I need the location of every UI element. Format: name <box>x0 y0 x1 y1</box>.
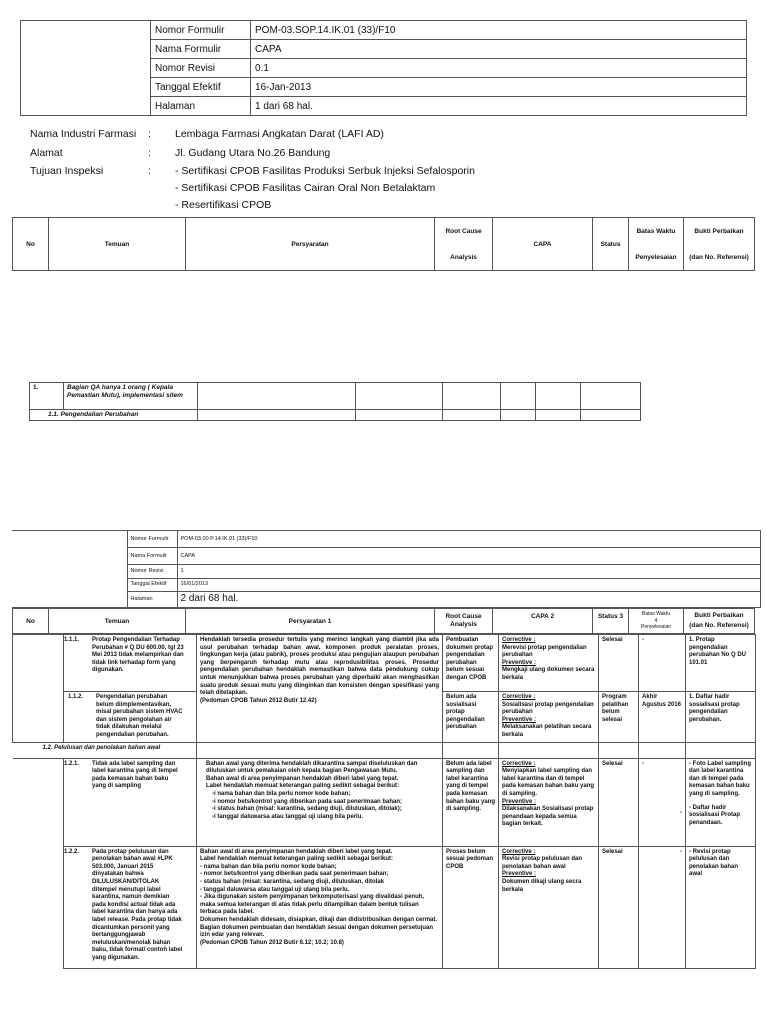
header-label: Nama Formulir <box>151 40 251 59</box>
status: Program pelatihan belum selesai <box>599 692 639 743</box>
col-temuan: Temuan <box>49 609 186 634</box>
header-value: 0.1 <box>251 59 747 78</box>
header-label: Nama Formulir <box>127 548 177 565</box>
table-row <box>13 758 756 846</box>
col-status: Status <box>593 218 629 271</box>
finding-text: Pengendalian perubahan belum diimplementasikan, misal perubahan sistem HVAC dan sistem pengolahan air tidak dilakukan melalui pengendalian perubahan. <box>96 694 183 738</box>
col-batas-waktu: Batas Waktu Penyelesaian <box>629 218 684 271</box>
section-heading: 1.2. Pelulusan dan penolakan bahan awal <box>13 742 197 758</box>
col-persyaratan: Persyaratan <box>186 218 435 271</box>
capa-cell: Corrective : Menyiapkan label sampling dan label karantina dan di tempel pada kemasan bahan baku yang di sampling. Preventive : Dilaksanakan Sosialisasi protap penandaan kepada semua bagian terkait. <box>499 758 599 846</box>
deadline: - - <box>639 758 686 846</box>
section-heading: 1.1. Pengendalian Perubahan <box>30 410 198 421</box>
col-bukti: Bukti Perbaikan (dan No. Referensi) <box>684 218 755 271</box>
evidence: 1. Daftar hadir sosialisasi protap pengendalian perubahan. <box>686 692 756 743</box>
status: Selesai <box>599 635 639 692</box>
col-no: No <box>13 218 49 271</box>
requirement-cell: Bahan awal yang diterima hendaklah dikarantina sampai diseluluskan dan diluluskan untuk pemakaian oleh kepala bagian Pengawasan Mutu. Bahan awal di area penyimpanan hendaklah diberi label yang tepat. Label hendaklah memuat keterangan paling sedikit sebagai berikut: -i nama bahan dan bila perlu nomor kode bahan; -i nomor bets/kontrol yang diberikan pada saat penerimaan bahan; -i status bahan (misal: karantina, sedang diuji, diluluskan, ditolak); -i tanggal daluwarsa atau tanggal uji ulang bila perlu. <box>197 758 443 846</box>
table-row <box>13 846 756 968</box>
form-header-table-page-2 <box>12 530 761 608</box>
status: Selesai <box>599 846 639 968</box>
finding-text: Bagian QA hanya 1 orang ( Kepala Pemastian Mutu), implementasi sitem <box>64 383 198 410</box>
capa-table-header-page-2 <box>12 608 755 634</box>
capa-cell: Corrective : Revisi protap pelulusan dan penolakan bahan awal Preventive : Dokumen dikaji ulang secra berkala <box>499 846 599 968</box>
industri-value: Lembaga Farmasi Angkatan Darat (LAFI AD) <box>175 128 384 140</box>
col-batas-waktu: Batas Waktu 4 Penyelesaian <box>629 609 684 634</box>
root-cause: Belum ada label sampling dan label karantina yang di tempel pada kemasan bahan baku yang di sampling. <box>443 758 499 846</box>
finding-text: Tidak ada label sampling dan label karantina yang di tempel pada kemasan bahan baku yang di sampling <box>92 760 178 790</box>
capa-table-header <box>12 217 755 271</box>
header-value: POM-03.SOP.14.IK.01 (33)/F10 <box>251 21 747 40</box>
deadline: - <box>639 635 686 692</box>
col-capa: CAPA <box>493 218 593 271</box>
form-header-table <box>20 20 747 116</box>
header-value: POM-03.00 P.14.IK.01 (33)/F10 <box>177 531 760 548</box>
capa-table-body <box>12 634 756 969</box>
colon: : <box>148 128 151 140</box>
colon: : <box>148 165 151 177</box>
header-label: Nomor Formulir <box>151 21 251 40</box>
finding-row-1 <box>29 382 641 421</box>
capa-cell: Corrective : Sosialisasi protap pengendalian perubahan Preventive : Melaksanakan pelatihan secara berkala <box>499 692 599 743</box>
header-label: Nomor Formulir <box>127 531 177 548</box>
header-value: 1 <box>177 565 760 578</box>
root-cause: Proses belum sesuai pedoman CPOB <box>443 846 499 968</box>
capa-cell: Corrective : Merevisi protap pengendalian perubahan Preventive : Mengkaji ulang dokumen secara berkala <box>499 635 599 692</box>
logo-cell <box>21 21 151 116</box>
header-value: 16-Jan-2013 <box>251 78 747 97</box>
tujuan-label: Tujuan Inspeksi <box>30 165 104 177</box>
header-value: 1 dari 68 hal. <box>251 97 747 116</box>
header-label: Nomor Revisi <box>151 59 251 78</box>
header-value: 2 dari 68 hal. <box>177 591 760 607</box>
col-temuan: Temuan <box>49 218 186 271</box>
col-rca: Root Cause Analysis <box>435 609 493 634</box>
col-capa: CAPA 2 <box>493 609 593 634</box>
col-persyaratan: Persyaratan 1 <box>186 609 435 634</box>
requirement-cell: Hendaklah tersedia prosedur tertulis yang merinci langkah yang diambil jika ada usul perubahan terhadap bahan awal, komponen produk peralatan proses, lingkungan kerja (atau pabrik), proses produksi atau pengujian ataupun perubahan yang berpengaruh terhadap mutu atau reprodusibilitas proses. Prosedur pengendalian perubahan hendaklah memastikan bahwa data pendukung cukup untuk menunjukkan bahwa proses perubahan yang diperbaiki akan menghasilkan suatu produk sesuai mutu yang diinginkan dan konsisten dengan spesifikasi yang telah ditetapkan. (Pedoman CPOB Tahun 2012 Butir 12.42) <box>197 635 443 743</box>
deadline: Akhir Agustus 2016 <box>639 692 686 743</box>
header-label: Nomor Revisi <box>127 565 177 578</box>
header-value: 16/01/2013 <box>177 578 760 591</box>
alamat-label: Alamat <box>30 147 63 159</box>
root-cause: Belum ada sosialisasi protap pengendalian perubahan <box>443 692 499 743</box>
evidence: - Foto Label sampling dan label karantina dan di tempel pada kemasan bahan baku yang di sampling. - Daftar hadir sosialisasi Protap penandaan. <box>686 758 756 846</box>
deadline: - <box>639 846 686 968</box>
finding-number: 1.2.1. <box>64 760 80 767</box>
finding-number: 1.2.2. <box>64 848 80 855</box>
header-value: CAPA <box>251 40 747 59</box>
tujuan-item: - Sertifikasi CPOB Fasilitas Produksi Serbuk Injeksi Sefalosporin <box>175 165 475 177</box>
evidence: 1. Protap pengendalian perubahan No Q DU 101.01 <box>686 635 756 692</box>
finding-text: Protap Pengendalian Terhadap Perubahan # Q DU 600.00, tgl 23 Mei 2013 tidak melampirkan dan tidak link terhadap form yang digunakan. <box>92 637 184 674</box>
colon: : <box>148 147 151 159</box>
evidence: - Revisi protap pelulusan dan penolakan bahan awal <box>686 846 756 968</box>
header-label: Tanggal Efektif <box>151 78 251 97</box>
inspection-info <box>30 128 630 218</box>
col-no: No <box>13 609 49 634</box>
header-label: Halaman <box>151 97 251 116</box>
col-bukti: Bukti Perbaikan (dan No. Referensi) <box>684 609 755 634</box>
industri-label: Nama Industri Farmasi <box>30 128 137 140</box>
finding-text: Pada protap pelulusan dan penolakan bahan awal #LPK 503.000, Januari 2015 dinyatakan bahwa DILULUSKAN/DITOLAK ditempel menutupi label karantina, namun demikian pada kondisi actual tidak ada label karantina dan hanya ada label release. Pada protap tidak dicantumkan personil yang bertanggungjawab meluluskan/menolak bahan baku, tidak format/ contoh label yang digunakan. <box>92 848 183 961</box>
col-rca: Root Cause Analysis <box>435 218 493 271</box>
table-row <box>13 635 756 692</box>
root-cause: Pembuatan dokumen protap pengendalian perubahan belum sesuai dengan CPOB <box>443 635 499 692</box>
status: Selesai <box>599 758 639 846</box>
finding-number: 1.1.2. <box>68 694 84 700</box>
logo-cell <box>12 531 127 608</box>
col-status: Status 3 <box>593 609 629 634</box>
requirement-cell: Bahan awal di area penyimpanan hendaklah diberi label yang tepat. Label hendaklah memuat keterangan paling sedikit sebagai berikut: - nama bahan dan bila perlu nomor kode bahan; - nomor bets/kontrol yang diberikan pada saat penerimaan bahan; - status bahan (misal: karantina, sedang diuji, diluluskan, ditolak - tanggal daluwarsa atau tanggal uji ulang bila perlu. - Jika digunakan sistem penyimpanan terkomputerisasi yang divalidasi penuh, maka semua keterangan di atas tidak perlu ditampilkan dalam bentuk tulisan terbaca pada label. Dokumen hendaklah didesain, disiapkan, dikaji dan didistribusikan dengan cermat. Bagian dokumen pembuatan dan hendaklah sesuai dengan dokumen persetujuan izin edar yang relevan. (Pedoman CPOB Tahun 2012 Butir 6.12; 10.2; 10.8) <box>197 846 443 968</box>
finding-number: 1.1.1. <box>64 637 80 643</box>
alamat-value: Jl. Gudang Utara No.26 Bandung <box>175 147 331 159</box>
header-label: Tanggal Efektif <box>127 578 177 591</box>
row-number: 1. <box>30 383 64 410</box>
section-row <box>13 742 756 758</box>
header-value: CAPA <box>177 548 760 565</box>
tujuan-item: - Sertifikasi CPOB Fasilitas Cairan Oral Non Betalaktam <box>175 182 436 194</box>
header-label: Halaman <box>127 591 177 607</box>
tujuan-item: - Resertifikasi CPOB <box>175 199 272 211</box>
